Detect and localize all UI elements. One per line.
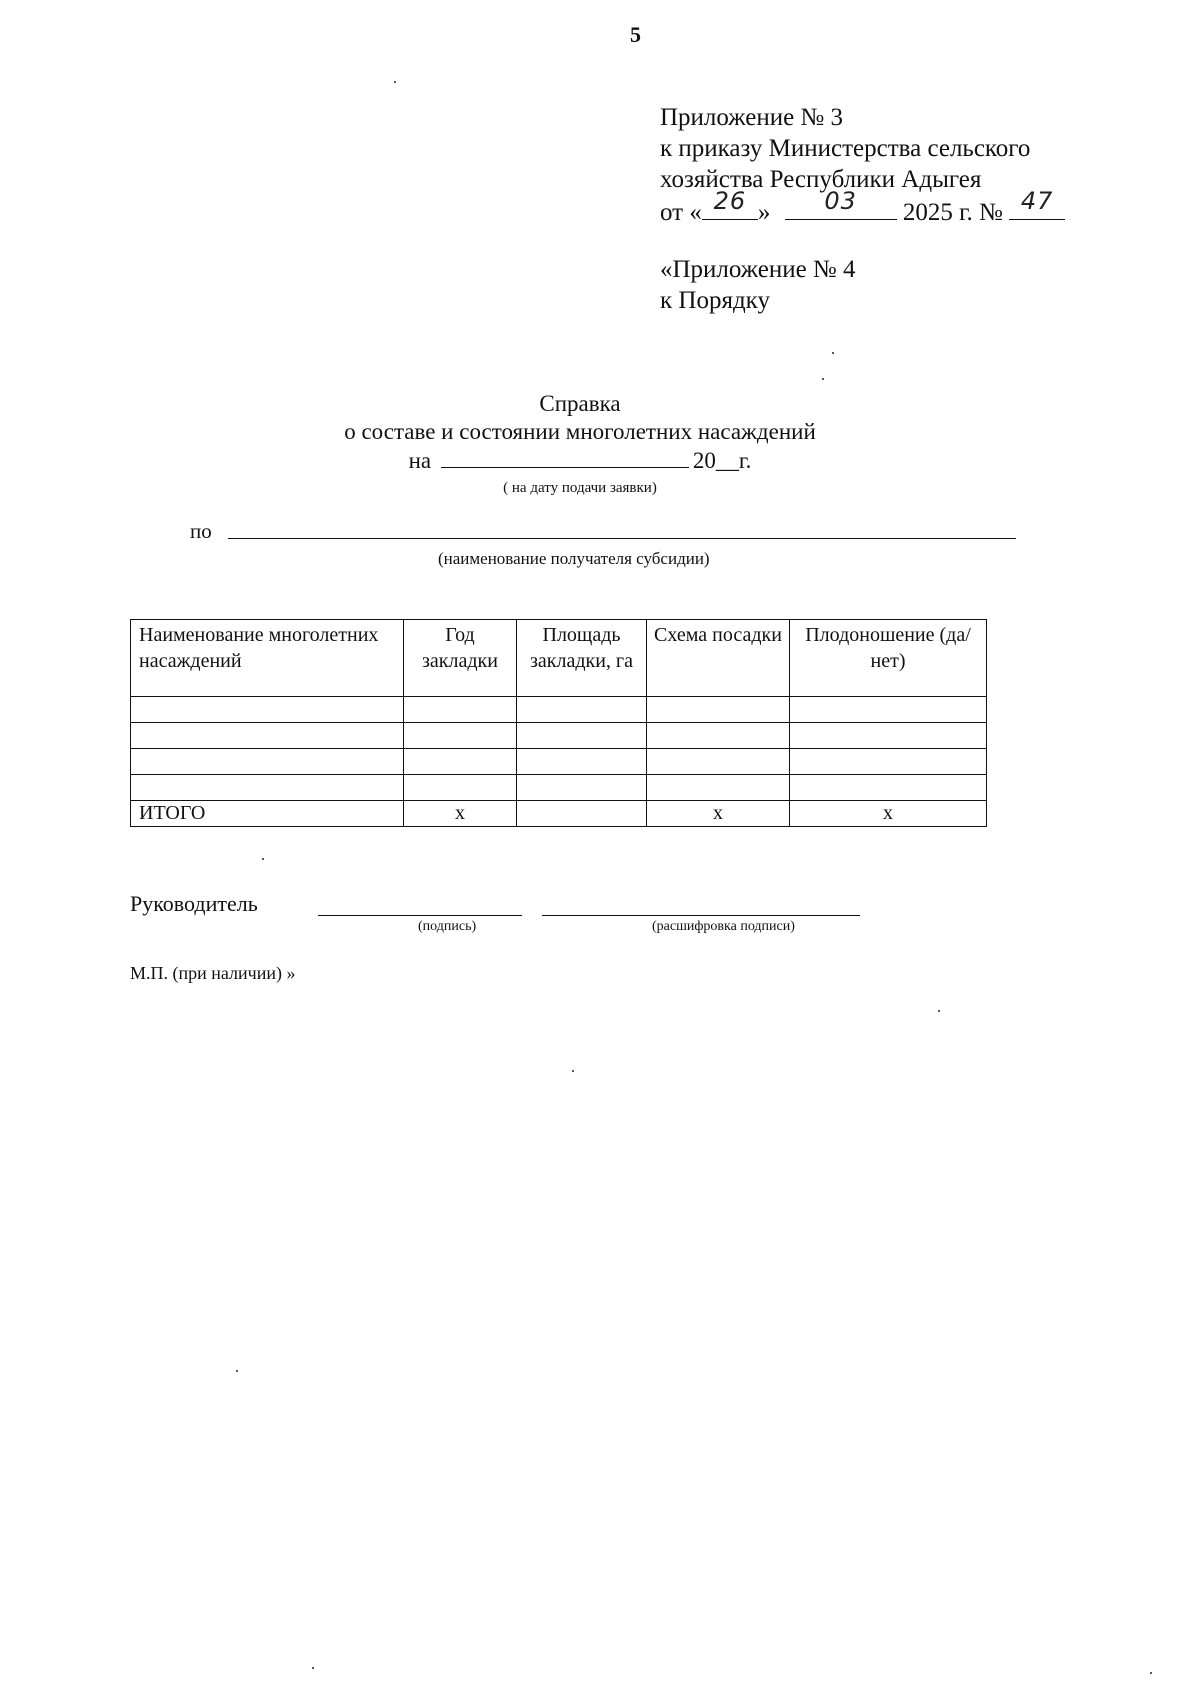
recipient-caption: (наименование получателя субсидии)	[438, 549, 710, 568]
col-header-scheme: Схема посадки	[647, 620, 790, 697]
scan-speck	[394, 81, 396, 83]
scan-speck	[262, 858, 264, 860]
appendix-ministry-line: хозяйства Республики Адыгея	[660, 166, 982, 193]
table-row	[131, 723, 987, 749]
date-caption: ( на дату подачи заявки)	[503, 480, 657, 496]
procedure-appendix-title: «Приложение № 4	[660, 256, 856, 283]
date-prefix: на	[408, 448, 432, 473]
order-number-field	[1009, 187, 1065, 220]
scan-speck	[312, 1667, 314, 1669]
page-number: 5	[630, 22, 641, 47]
stamp-note: М.П. (при наличии) »	[130, 963, 296, 983]
order-month-field	[785, 187, 897, 220]
document-subtitle: о составе и состоянии многолетних насаждений	[344, 419, 816, 444]
table-row	[131, 697, 987, 723]
signature-decode-blank	[542, 915, 860, 916]
procedure-appendix-subtitle: к Порядку	[660, 287, 770, 314]
order-year-label: 2025 г. №	[902, 199, 1003, 226]
scan-speck	[236, 1370, 238, 1372]
col-header-area: Площадь закладки, га	[517, 620, 647, 697]
table-total-row	[131, 801, 987, 827]
signature-role: Руководитель	[130, 891, 258, 916]
table-row	[131, 775, 987, 801]
total-scheme-cell: х	[647, 801, 790, 827]
signature-caption: (подпись)	[418, 919, 477, 934]
signature-blank	[318, 915, 522, 916]
order-day-field	[702, 187, 758, 220]
total-fruiting-cell: х	[790, 801, 987, 827]
recipient-blank	[228, 538, 1016, 539]
appendix-header	[660, 102, 1065, 228]
order-date-prefix: от «	[660, 199, 702, 226]
date-suffix: 20__г.	[692, 448, 752, 473]
order-day-handwritten: 26	[713, 187, 747, 215]
scan-speck	[1150, 1672, 1152, 1674]
document-title: Справка	[539, 391, 621, 416]
order-month-handwritten: 03	[824, 187, 857, 215]
order-date-mid: »	[757, 199, 771, 226]
signature-decode-caption: (расшифровка подписи)	[652, 919, 795, 934]
document-date-line	[0, 445, 1160, 475]
appendix-title: Приложение № 3	[660, 104, 844, 131]
scan-speck	[938, 1010, 940, 1012]
scan-speck	[822, 378, 824, 380]
total-year-cell: х	[404, 801, 517, 827]
table-header-row	[131, 620, 987, 697]
procedure-reference	[660, 254, 856, 316]
total-label: ИТОГО	[131, 801, 404, 827]
appendix-order-ref-line: к приказу Министерства сельского	[660, 135, 1031, 162]
recipient-prefix: по	[190, 519, 212, 543]
table-row	[131, 749, 987, 775]
total-area-cell	[517, 801, 647, 827]
order-number-handwritten: 47	[1020, 187, 1054, 215]
plantings-table	[130, 619, 986, 827]
scan-speck	[832, 352, 834, 354]
scan-speck	[572, 1070, 574, 1072]
date-blank	[441, 445, 689, 468]
order-date-line	[660, 187, 1065, 228]
col-header-fruiting: Плодоношение (да/нет)	[790, 620, 987, 697]
col-header-name: Наименование многолетних насаждений	[131, 620, 404, 697]
col-header-year: Год закладки	[404, 620, 517, 697]
